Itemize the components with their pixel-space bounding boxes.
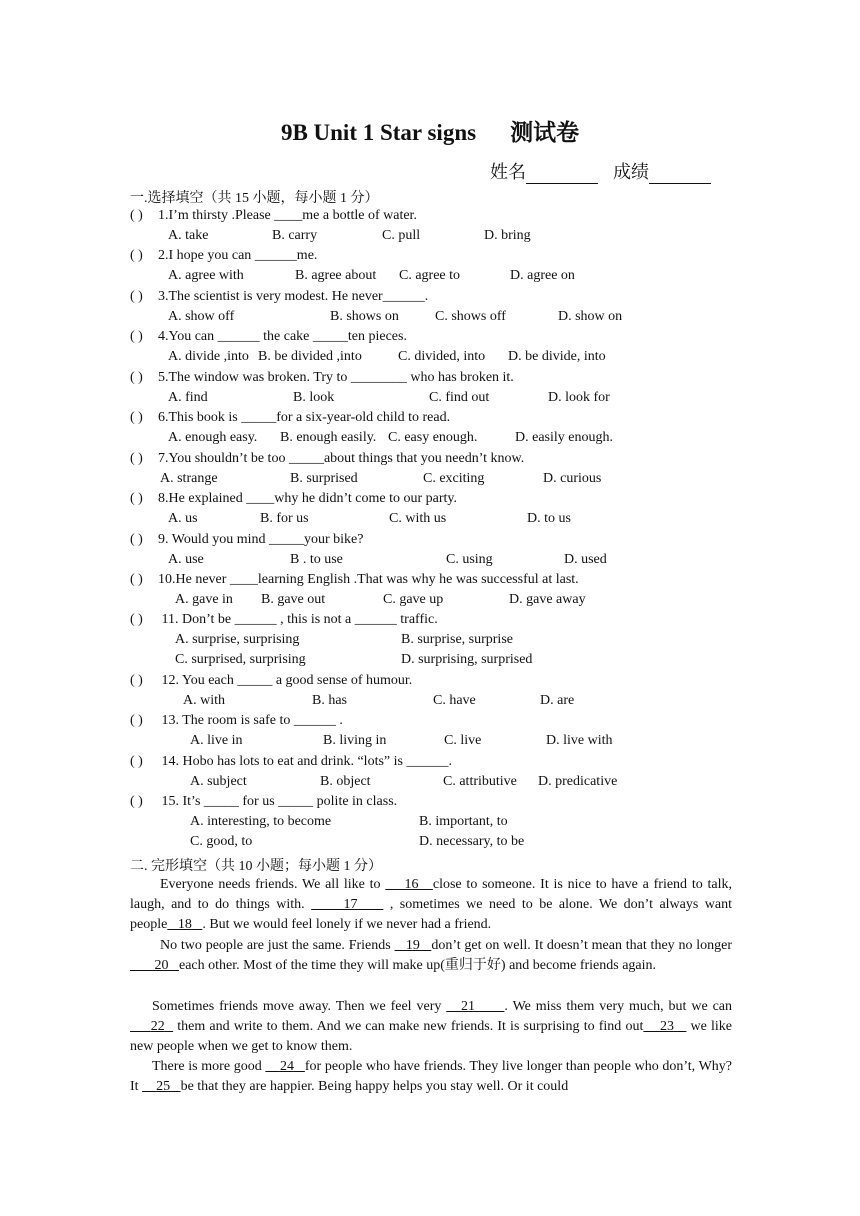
question-3-option-c: C. shows off (435, 309, 506, 324)
question-7 (130, 451, 524, 467)
answer-blank[interactable]: ( ) (130, 572, 143, 587)
question-4 (130, 329, 407, 345)
question-5-option-c: C. find out (429, 390, 490, 405)
blank-25[interactable]: 25 (156, 1079, 171, 1095)
answer-blank[interactable]: ( ) (130, 410, 143, 425)
question-15-option-a: A. interesting, to become (190, 814, 332, 829)
answer-blank[interactable]: ( ) (130, 370, 143, 385)
question-5-option-b: B. look (293, 390, 335, 405)
question-8 (130, 491, 457, 507)
question-4-option-d: D. be divide, into (508, 349, 606, 364)
answer-blank[interactable]: ( ) (130, 612, 143, 627)
question-stem: 14. Hobo has lots to eat and drink. “lots” is ______. (158, 754, 452, 769)
question-5-option-a: A. find (168, 390, 208, 405)
question-9 (130, 532, 364, 548)
question-3 (130, 289, 428, 305)
question-1 (130, 208, 417, 224)
answer-blank[interactable]: ( ) (130, 451, 143, 466)
question-4-option-c: C. divided, into (398, 349, 486, 364)
answer-blank[interactable]: ( ) (130, 713, 143, 728)
question-12-option-a: A. with (183, 693, 225, 708)
answer-blank[interactable]: ( ) (130, 673, 143, 688)
question-9-option-a: A. use (168, 552, 204, 567)
question-8-option-d: D. to us (527, 511, 571, 526)
question-stem: 1.I’m thirsty .Please ____me a bottle of water. (158, 208, 417, 223)
question-4-option-a: A. divide ,into (168, 349, 249, 364)
question-14-option-d: D. predicative (538, 774, 618, 789)
blank-20[interactable]: 20 (154, 958, 169, 974)
blank-22[interactable]: 22 (150, 1019, 165, 1035)
question-6 (130, 410, 450, 426)
question-stem: 6.This book is _____for a six-year-old child to read. (158, 410, 451, 425)
question-13-option-b: B. living in (323, 733, 387, 748)
question-11-option-a: A. surprise, surprising (175, 632, 300, 647)
question-stem: 15. It’s _____ for us _____ polite in class. (158, 794, 398, 809)
question-10-option-a: A. gave in (175, 592, 233, 607)
blank-24[interactable]: 24 (279, 1059, 294, 1074)
cloze-paragraph-4: There is more good 24 for people who have friends. They live longer than people who don’t, Why? It 25 be that they are happier. Being happy helps you stay well. Or it could (130, 1059, 732, 1095)
question-14-option-c: C. attributive (443, 774, 517, 789)
question-2 (130, 248, 317, 264)
question-15 (130, 794, 397, 810)
question-13-option-c: C. live (444, 733, 482, 748)
question-11-option-d: D. surprising, surprised (401, 652, 533, 667)
question-4-option-b: B. be divided ,into (258, 349, 362, 364)
question-10-option-c: C. gave up (383, 592, 444, 607)
question-1-option-b: B. carry (272, 228, 318, 243)
blank-21[interactable]: 21 (460, 999, 475, 1014)
question-9-option-c: C. using (446, 552, 493, 567)
question-stem: 9. Would you mind _____your bike? (158, 532, 364, 547)
question-stem: 10.He never ____learning English .That was why he was successful at last. (158, 572, 579, 587)
question-6-option-d: D. easily enough. (515, 430, 613, 445)
question-12-option-d: D. are (540, 693, 575, 708)
question-8-option-c: C. with us (389, 511, 447, 526)
question-7-option-c: C. exciting (423, 471, 485, 486)
score-label: 成绩 (613, 162, 649, 182)
question-10-option-d: D. gave away (509, 592, 586, 607)
question-14-option-b: B. object (320, 774, 371, 789)
question-1-option-a: A. take (168, 228, 209, 243)
question-stem: 5.The window was broken. Try to ________ who has broken it. (158, 370, 514, 385)
question-stem: 7.You shouldn’t be too _____about things that you needn’t know. (158, 451, 525, 466)
title-chinese: 测试卷 (510, 120, 580, 145)
section2-heading: 二. 完形填空（共 10 小题；每小题 1 分） (130, 859, 382, 874)
blank-18[interactable]: 18 (177, 917, 192, 933)
question-14 (130, 754, 452, 770)
question-10-option-b: B. gave out (261, 592, 326, 607)
question-12-option-c: C. have (433, 693, 476, 708)
question-7-option-d: D. curious (543, 471, 602, 486)
question-15-option-c: C. good, to (190, 834, 253, 849)
question-12-option-b: B. has (312, 693, 347, 708)
question-8-option-a: A. us (168, 511, 198, 526)
question-14-option-a: A. subject (190, 774, 247, 789)
page-title (0, 114, 860, 147)
question-3-option-b: B. shows on (330, 309, 399, 324)
question-1-option-d: D. bring (484, 228, 531, 243)
answer-blank[interactable]: ( ) (130, 329, 143, 344)
answer-blank[interactable]: ( ) (130, 248, 143, 263)
question-stem: 12. You each _____ a good sense of humour. (158, 673, 413, 688)
question-12 (130, 673, 412, 689)
question-2-option-a: A. agree with (168, 268, 244, 283)
question-7-option-a: A. strange (160, 471, 218, 486)
question-2-option-c: C. agree to (399, 268, 461, 283)
question-stem: 2.I hope you can ______me. (158, 248, 318, 263)
name-label: 姓名 (490, 162, 526, 182)
question-6-option-b: B. enough easily. (280, 430, 377, 445)
question-1-option-c: C. pull (382, 228, 421, 243)
question-stem: 13. The room is safe to ______ . (158, 713, 343, 728)
question-2-option-d: D. agree on (510, 268, 575, 283)
blank-19[interactable]: 19 (405, 938, 420, 953)
cloze-paragraph-1: Everyone needs friends. We all like to 16 close to someone. It is nice to have a friend to talk, laugh, and to do things with. 17 , sometimes we need to be alone. We don’t always want people 18 . But we would feel lonely if we never had a friend. (130, 877, 733, 933)
question-13-option-a: A. live in (190, 733, 243, 748)
title-english: 9B Unit 1 Star signs (280, 120, 477, 145)
cloze-paragraph-3: Sometimes friends move away. Then we feel very 21 . We miss them very much, but we can 22 them and write to them. And we can make new friends. It is surprising to find out 23 we like new people when we get to know them. (130, 999, 733, 1055)
question-11 (130, 612, 438, 628)
answer-blank[interactable]: ( ) (130, 532, 143, 547)
blank-16[interactable]: 16 (404, 877, 419, 892)
question-6-option-c: C. easy enough. (388, 430, 478, 445)
answer-blank[interactable]: ( ) (130, 491, 143, 506)
question-3-option-a: A. show off (168, 309, 235, 324)
question-13-option-d: D. live with (546, 733, 613, 748)
score-blank[interactable] (649, 165, 711, 184)
question-15-option-d: D. necessary, to be (419, 834, 525, 849)
question-2-option-b: B. agree about (295, 268, 377, 283)
answer-blank[interactable]: ( ) (130, 289, 143, 304)
question-10 (130, 572, 579, 588)
question-6-option-a: A. enough easy. (168, 430, 258, 445)
name-blank[interactable] (526, 165, 598, 184)
blank-17[interactable]: 17 (343, 897, 358, 913)
question-stem: 4.You can ______ the cake _____ten pieces. (158, 329, 407, 344)
name-score-line (490, 158, 711, 184)
question-11-option-b: B. surprise, surprise (401, 632, 513, 647)
question-13 (130, 713, 343, 729)
question-9-option-b: B . to use (290, 552, 343, 567)
answer-blank[interactable]: ( ) (130, 754, 143, 769)
question-8-option-b: B. for us (260, 511, 309, 526)
question-5-option-d: D. look for (548, 390, 610, 405)
question-stem: 8.He explained ____why he didn’t come to our party. (158, 491, 457, 506)
question-3-option-d: D. show on (558, 309, 623, 324)
question-7-option-b: B. surprised (290, 471, 358, 486)
question-5 (130, 370, 514, 386)
blank-23[interactable]: 23 (659, 1019, 674, 1035)
answer-blank[interactable]: ( ) (130, 208, 143, 223)
question-11-option-c: C. surprised, surprising (175, 652, 306, 667)
answer-blank[interactable]: ( ) (130, 794, 143, 809)
question-stem: 11. Don’t be ______ , this is not a ______ traffic. (158, 612, 438, 627)
question-stem: 3.The scientist is very modest. He never______. (158, 289, 429, 304)
cloze-paragraph-2: No two people are just the same. Friends 19 don’t get on well. It doesn’t mean that they no longer 20 each other. Most of the time they will make up(重归于好) and become friends again. (130, 936, 732, 976)
question-9-option-d: D. used (564, 552, 607, 567)
question-15-option-b: B. important, to (419, 814, 508, 829)
section1-heading: 一.选择填空（共 15 小题，每小题 1 分） (130, 191, 379, 206)
